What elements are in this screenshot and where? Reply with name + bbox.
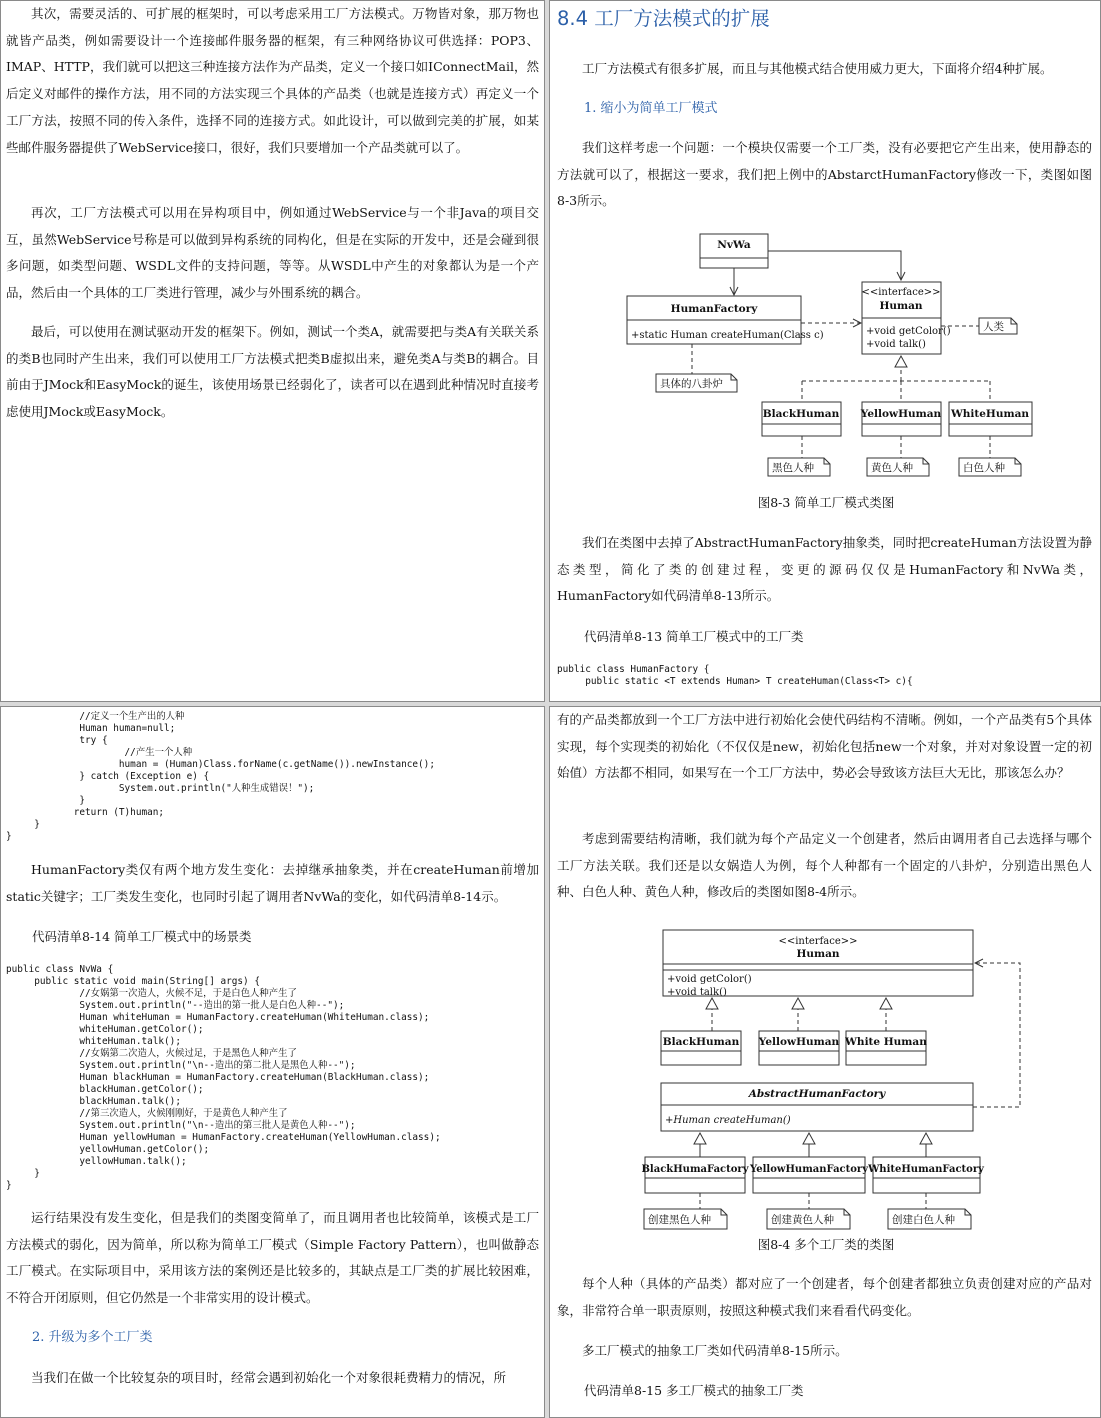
- class-humanfactory: HumanFactory: [670, 303, 758, 315]
- paragraph-factory-changes: HumanFactory类仅有两个地方发生变化：去掉继承抽象类，并在createHuman前增加static关键字；工厂类发生变化，也同时引起了调用者NvWa的变化，如代码清单8-14示。: [6, 862, 539, 904]
- note-bagua: 具体的八卦炉: [660, 378, 723, 390]
- method-talk: +void talk(): [667, 987, 727, 998]
- listing-title-8-13: 代码清单8-13 简单工厂模式中的工厂类: [584, 629, 804, 644]
- class-yellowhuman: YellowHuman: [758, 1036, 840, 1048]
- class-abstract-human-factory: AbstractHumanFactory: [748, 1088, 886, 1100]
- class-blackhuman: BlackHuman: [762, 408, 840, 420]
- class-black-factory: BlackHumaFactory: [641, 1164, 749, 1175]
- note-create-yellow: 创建黄色人种: [771, 1214, 834, 1226]
- stereotype-interface: <<interface>>: [778, 936, 858, 947]
- paragraph-simple-changes: 我们在类图中去掉了AbstractHumanFactory抽象类，同时把createHuman方法设置为静态类型，简化了类的创建过程，变更的源码仅仅是HumanFactory和NvWa类，HumanFactory如代码清单8-13所示。: [557, 535, 1092, 604]
- note-create-white: 创建白色人种: [892, 1214, 955, 1226]
- class-diagram-8-3: [610, 226, 1050, 488]
- paragraph-product-init: 有的产品类都放到一个工厂方法中进行初始化会使代码结构不清晰。例如，一个产品类有5个具体实现，每个实现类的初始化（不仅仅是new，初始化包括new一个对象，并对对象设置一定的初始值）方法都不相同，如果写在一个工厂方法中，势必会导致该方法巨大无比，那该怎么办？: [557, 712, 1092, 781]
- section-heading: 8.4 工厂方法模式的扩展: [557, 7, 770, 30]
- note-create-black: 创建黑色人种: [648, 1214, 711, 1226]
- method-get-color: +void getColor(): [667, 974, 752, 985]
- interface-human: Human: [879, 300, 923, 312]
- listing-title-8-14: 代码清单8-14 简单工厂模式中的场景类: [32, 929, 252, 944]
- paragraph-framework: 其次，需要灵活的、可扩展的框架时，可以考虑采用工厂方法模式。万物皆对象，那万物也就皆产品类，例如需要设计一个连接邮件服务器的框架，有三种网络协议可供选择：POP3、IMAP、HTTP，我们就可以把这三种连接方法作为产品类，定义一个接口如IConnectMail，然后定义对邮件的操作方法，用不同的方法实现三个具体的产品类（也就是连接方式）再定义一个工厂方法，按照不同的传入条件，选择不同的连接方式。如此设计，可以做到完美的扩展，如某些邮件服务器提供了WebService接口，很好，我们只要增加一个产品类就可以了。: [6, 6, 539, 155]
- page-pane-top-right: [549, 0, 1101, 702]
- stereotype-interface: <<interface>>: [861, 287, 941, 298]
- code-listing-8-13: public class HumanFactory { public static <T extends Human> T createHuman(Class<T> c){: [557, 664, 913, 687]
- paragraph-heterogeneous: 再次，工厂方法模式可以用在异构项目中，例如通过WebService与一个非Java的项目交互，虽然WebService号称是可以做到异构系统的同构化，但是在实际的开发中，还是会碰到很多问题，如类型问题、WSDL文件的支持问题，等等。从WSDL中产生的对象都认为是一个产品，然后由一个具体的工厂类进行管理，减少与外围系统的耦合。: [6, 205, 539, 301]
- interface-human: Human: [796, 948, 840, 960]
- figure-caption-8-3: 图8-3 简单工厂模式类图: [757, 495, 895, 510]
- class-blackhuman: BlackHuman: [662, 1036, 740, 1048]
- paragraph-tdd: 最后，可以使用在测试驱动开发的框架下。例如，测试一个类A，就需要把与类A有关联关系的类B也同时产生出来，我们可以使用工厂方法模式把类B虚拟出来，避免类A与类B的耦合。目前由于JMock和EasyMock的诞生，该使用场景已经弱化了，读者可以在遇到此种情况时直接考虑使用JMock或EasyMock。: [6, 324, 539, 420]
- paragraph-simple-factory-pattern: 运行结果没有发生变化，但是我们的类图变简单了，而且调用者也比较简单，该模式是工厂方法模式的弱化，因为简单，所以称为简单工厂模式（Simple Factory Pattern），也叫做静态工厂模式。在实际项目中，采用该方法的案例还是比较多的，其缺点是工厂类的扩展比较困难，不符合开闭原则，但它仍然是一个非常实用的设计模式。: [6, 1210, 539, 1306]
- paragraph-creators: 考虑到需要结构清晰，我们就为每个产品定义一个创建者，然后由调用者自己去选择与哪个工厂方法关联。我们还是以女娲造人为例，每个人种都有一个固定的八卦炉，分别造出黑色人种、白色人种、黄色人种，修改后的类图如图8-4所示。: [557, 831, 1092, 900]
- class-white-factory: WhiteHumanFactory: [868, 1164, 984, 1175]
- class-whitehuman: White Human: [845, 1036, 927, 1048]
- note-yellow: 黄色人种: [871, 462, 913, 474]
- figure-caption-8-4: 图8-4 多个工厂类的类图: [757, 1237, 895, 1252]
- listing-title-8-15: 代码清单8-15 多工厂模式的抽象工厂类: [584, 1383, 804, 1398]
- paragraph-abstract-factory-ref: 多工厂模式的抽象工厂类如代码清单8-15所示。: [582, 1343, 848, 1358]
- method-get-color: +void getColor(): [866, 326, 951, 337]
- page-pane-bottom-right: [549, 706, 1101, 1418]
- class-nvwa: NvWa: [717, 239, 751, 251]
- note-human: 人类: [983, 321, 1004, 333]
- subheading-simple-factory: 1. 缩小为简单工厂模式: [584, 101, 718, 116]
- paragraph-single-responsibility: 每个人种（具体的产品类）都对应了一个创建者，每个创建者都独立负责创建对应的产品对象，非常符合单一职责原则，按照这种模式我们来看看代码变化。: [557, 1276, 1092, 1318]
- page-pane-top-left: [0, 0, 545, 702]
- code-listing-8-13-cont: //定义一个生产出的人种 Human human=null; try { //产生一个人种 human = (Human)Class.forName(c.getName()).newInstance(); } catch (Exception e) { System.out.println("人种生成错误！"); } return (T)human; } }: [6, 711, 435, 842]
- note-black: 黑色人种: [772, 462, 814, 474]
- class-diagram-8-4: [635, 925, 1025, 1231]
- class-yellowhuman: YellowHuman: [860, 408, 942, 420]
- class-yellow-factory: YellowHumanFactory: [749, 1164, 869, 1175]
- method-create-human: +Human createHuman(): [665, 1115, 791, 1126]
- note-white: 白色人种: [963, 462, 1005, 474]
- paragraph-simple-factory: 我们这样考虑一个问题：一个模块仅需要一个工厂类，没有必要把它产生出来，使用静态的方法就可以了，根据这一要求，我们把上例中的AbstarctHumanFactory修改一下，类图如图8-3所示。: [557, 140, 1092, 209]
- subheading-multiple-factories: 2. 升级为多个工厂类: [32, 1330, 153, 1345]
- paragraph-complex-project: 当我们在做一个比较复杂的项目时，经常会遇到初始化一个对象很耗费精力的情况，所: [31, 1370, 507, 1385]
- paragraph-intro: 工厂方法模式有很多扩展，而且与其他模式结合使用威力更大，下面将介绍4种扩展。: [582, 61, 1053, 76]
- page-pane-bottom-left: [0, 706, 545, 1418]
- class-whitehuman: WhiteHuman: [950, 408, 1030, 420]
- method-talk: +void talk(): [866, 339, 926, 350]
- code-listing-8-14: public class NvWa { public static void main(String[] args) { //女娲第一次造人，火候不足，于是白色人种产生了 System.out.println("--造出的第一批人是白色人种--"); Human whiteHuman = HumanFactory.createHuman(WhiteHuman.class); whiteHuman.getColor(); whiteHuman.talk(); //女娲第二次造人，火候过足，于是黑色人种产生了 System.out.println("\n--造出的第二批人是黑色人种--"); Human blackHuman = HumanFactory.createHuman(BlackHuman.class); blackHuman.getColor(); blackHuman.talk(); //第三次造人，火候刚刚好，于是黄色人种产生了 System.out.println("\n--造出的第三批人是黄色人种--"); Human yellowHuman = HumanFactory.createHuman(YellowHuman.class); yellowHuman.getColor(); yellowHuman.talk(); } }: [6, 964, 441, 1191]
- method-create-human: +static Human createHuman(Class c): [631, 330, 824, 341]
